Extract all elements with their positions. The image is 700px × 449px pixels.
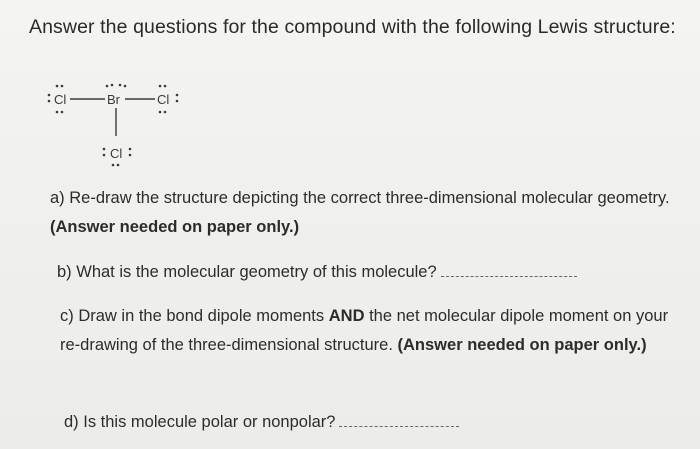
- question-a-note: (Answer needed on paper only.): [50, 218, 300, 236]
- question-b: [57, 258, 687, 287]
- atom-right-cl: Cl: [157, 92, 170, 107]
- atom-bottom-cl: Cl: [110, 146, 123, 161]
- atom-left-cl: Cl: [54, 92, 67, 107]
- lone-pairs-br: [106, 84, 127, 88]
- question-c-text-2: the net molecular dipole moment on your re-drawing of the three-dimensional structure.: [60, 307, 669, 354]
- lewis-structure: [40, 66, 200, 176]
- instruction-heading: Answer the questions for the compound with the following Lewis structure:: [29, 16, 676, 38]
- question-c-and: AND: [328, 307, 365, 325]
- question-c-note: (Answer needed on paper only.): [397, 336, 647, 354]
- answer-blank-b[interactable]: [441, 276, 577, 277]
- answer-blank-d[interactable]: [339, 426, 459, 427]
- atom-center-br: Br: [107, 92, 120, 107]
- question-a-text: a) Re-draw the structure depicting the correct three-dimensional molecular geometry.: [50, 189, 670, 207]
- lewis-structure-drawing: [40, 66, 200, 176]
- question-d-text: d) Is this molecule polar or nonpolar?: [64, 413, 336, 431]
- question-b-text: b) What is the molecular geometry of this molecule?: [57, 263, 437, 281]
- question-d: [64, 408, 694, 437]
- question-c: [60, 302, 690, 360]
- question-c-text-1: c) Draw in the bond dipole moments: [60, 307, 325, 325]
- question-a: [50, 184, 680, 242]
